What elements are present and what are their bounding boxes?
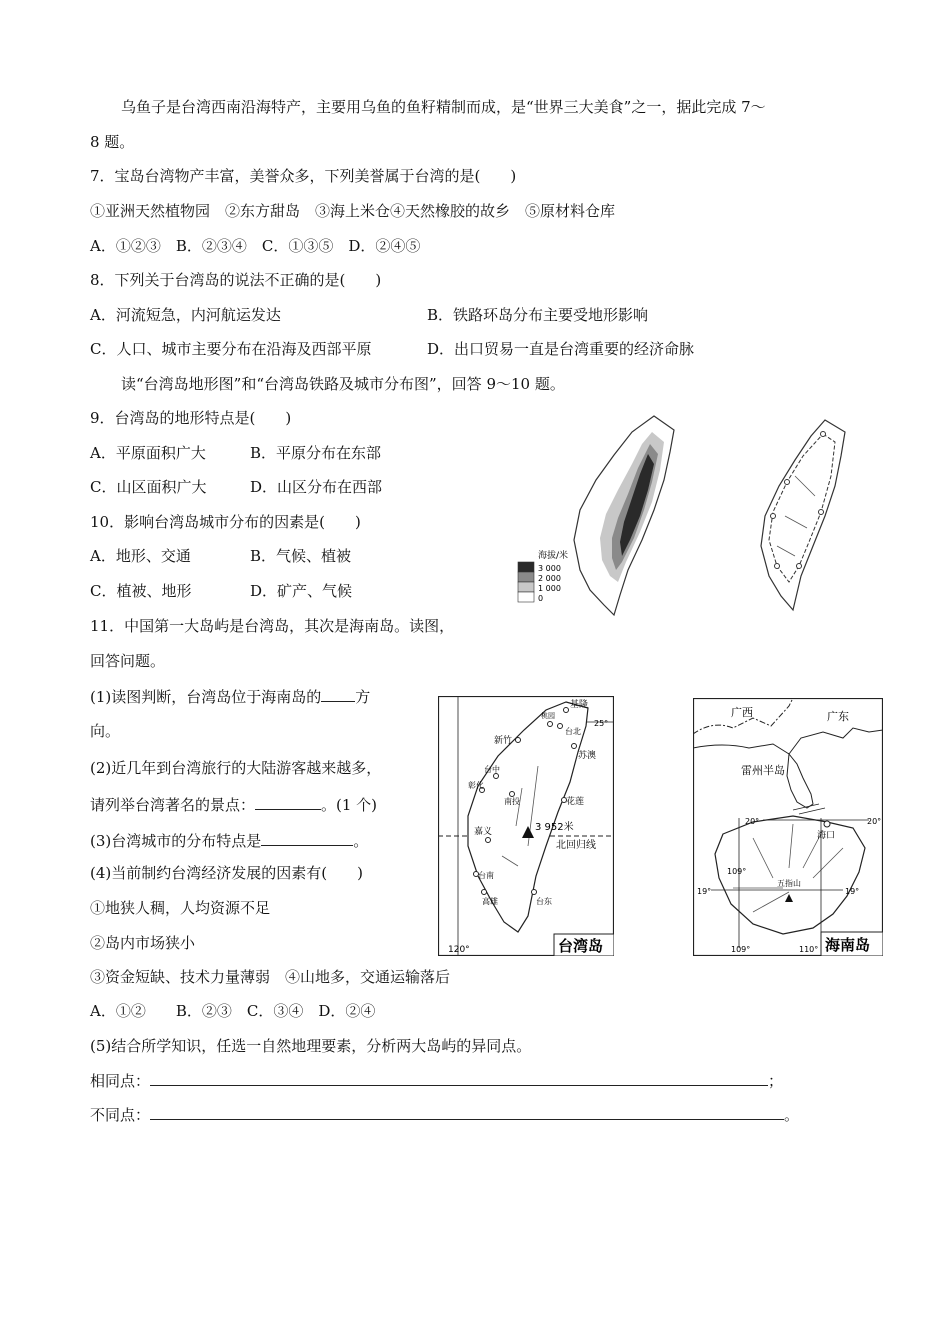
- q11-part2-cont: 请列举台湾著名的景点： 。(1 个): [90, 796, 378, 814]
- legend-1000-swatch: [518, 582, 534, 592]
- scenic-spot-blank[interactable]: [255, 794, 321, 810]
- q8-option-d: D．出口贸易一直是台湾重要的经济命脉: [427, 340, 695, 358]
- q8-option-a: A．河流短急，内河航运发达: [90, 306, 281, 324]
- q11-part5: (5)结合所学知识，任选一自然地理要素，分析两大岛屿的异同点。: [90, 1037, 532, 1055]
- q10-option-b: B．气候、植被: [250, 547, 352, 565]
- city-hsinchu: 新竹: [494, 736, 513, 746]
- city-taichung: 台中: [484, 765, 500, 774]
- intro-passage-cont: 8 题。: [90, 133, 135, 151]
- difference-line: 不同点： 。: [90, 1106, 800, 1124]
- lat-25-label: 25°: [594, 719, 609, 728]
- legend-level-1000: 1 000: [538, 584, 561, 593]
- city-distribution-blank[interactable]: [261, 830, 353, 846]
- city-keelung: 基隆: [570, 700, 589, 710]
- q10-stem: 10．影响台湾岛城市分布的因素是( ): [90, 513, 361, 531]
- legend-title: 海拔/米: [538, 551, 569, 561]
- city-marker: [797, 564, 802, 569]
- similarity-blank[interactable]: [150, 1070, 768, 1086]
- guangdong-label: 广东: [827, 710, 849, 723]
- q7-items: ①亚洲天然植物园 ②东方甜岛 ③海上米仓④天然橡胶的故乡 ⑤原材料仓库: [90, 202, 616, 220]
- city-hualien: 花莲: [566, 797, 585, 807]
- q8-option-b: B．铁路环岛分布主要受地形影响: [427, 306, 649, 324]
- taiwan-terrain-map: [514, 410, 690, 620]
- taiwan-map-title: 台湾岛: [558, 937, 604, 955]
- legend-level-2000: 2 000: [538, 574, 561, 583]
- leizhou-label: 雷州半岛: [741, 764, 785, 777]
- city-marker: [771, 514, 776, 519]
- intro-passage: 乌鱼子是台湾西南沿海特产，主要用乌鱼的鱼籽精制而成，是“世界三大美食”之一，据此完成 7～: [121, 98, 766, 116]
- haikou-label: 海口: [817, 831, 836, 841]
- city-taitung: 台东: [536, 897, 552, 906]
- lon-120-label: 120°: [448, 945, 470, 955]
- q8-option-c: C．人口、城市主要分布在沿海及西部平原: [90, 340, 372, 358]
- similarity-line: 相同点： ；: [90, 1072, 784, 1090]
- q9-option-b: B．平原分布在东部: [250, 444, 382, 462]
- taiwan-railway-map: [755, 416, 855, 616]
- city-marker: [775, 564, 780, 569]
- difference-blank[interactable]: [150, 1104, 784, 1120]
- city-kaohsiung: 高雄: [482, 897, 498, 906]
- city-chiayi: 嘉义: [474, 827, 493, 837]
- legend-3000-swatch: [518, 562, 534, 572]
- q11-part1-cont: 向。: [90, 722, 121, 740]
- q9-option-c: C．山区面积广大: [90, 478, 207, 496]
- guangxi-label: 广西: [731, 706, 753, 719]
- q11-stem: 11．中国第一大岛屿是台湾岛，其次是海南岛。读图，: [90, 617, 455, 635]
- q11-part1: (1)读图判断，台湾岛位于海南岛的 方: [90, 688, 371, 706]
- city-tainan: 台南: [478, 871, 494, 880]
- q10-option-a: A．地形、交通: [90, 547, 191, 565]
- lat-20-right: 20°: [867, 817, 882, 826]
- q9-stem: 9．台湾岛的地形特点是( ): [90, 409, 292, 427]
- q10-option-d: D．矿产、气候: [250, 582, 353, 600]
- q10-option-c: C．植被、地形: [90, 582, 192, 600]
- intro-9-10: 读“台湾岛地形图”和“台湾岛铁路及城市分布图”，回答 9～10 题。: [121, 375, 565, 393]
- q11-item-1: ①地狭人稠，人均资源不足: [90, 899, 271, 917]
- taiwan-city-map: [438, 696, 614, 956]
- direction-blank[interactable]: [321, 686, 355, 702]
- q11-options: A．①② B．②③ C．③④ D．②④: [90, 1002, 376, 1020]
- lon-109-bottom: 109°: [731, 945, 751, 954]
- hainan-map: [693, 698, 883, 956]
- q11-part2: (2)近几年到台湾旅行的大陆游客越来越多，: [90, 759, 382, 777]
- q11-stem-cont: 回答问题。: [90, 652, 166, 670]
- q7-stem: 7．宝岛台湾物产丰富，美誉众多，下列美誉属于台湾的是( ): [90, 167, 517, 185]
- hainan-map-title: 海南岛: [825, 936, 871, 954]
- city-marker: [821, 432, 826, 437]
- city-marker: [785, 480, 790, 485]
- city-changhua: 彰化: [468, 781, 484, 790]
- lat-20-left: 20°: [745, 817, 760, 826]
- q11-part4: (4)当前制约台湾经济发展的因素有( ): [90, 864, 363, 882]
- q11-item-3-4: ③资金短缺、技术力量薄弱 ④山地多，交通运输落后: [90, 968, 451, 986]
- q9-option-a: A．平原面积广大: [90, 444, 206, 462]
- tropic-label: 北回归线: [556, 840, 596, 851]
- q11-part3: (3)台湾城市的分布特点是 。: [90, 832, 369, 850]
- city-nantou: 南投: [504, 797, 520, 806]
- lat-19-left: 19°: [697, 887, 712, 896]
- city-taoyuan: 桃园: [541, 712, 555, 720]
- lon-109-top: 109°: [727, 867, 747, 876]
- legend-level-0: 0: [538, 594, 544, 603]
- legend-level-3000: 3 000: [538, 564, 561, 573]
- lat-19-right: 19°: [845, 887, 860, 896]
- lon-110-bottom: 110°: [799, 945, 819, 954]
- legend-0-swatch: [518, 592, 534, 602]
- q9-option-d: D．山区分布在西部: [250, 478, 383, 496]
- haikou-marker: [824, 821, 830, 827]
- wuzhi-label: 五指山: [777, 879, 801, 888]
- city-suao: 苏澳: [578, 751, 597, 761]
- q7-options: A．①②③ B．②③④ C．①③⑤ D．②④⑤: [90, 237, 421, 255]
- q11-item-2: ②岛内市场狭小: [90, 934, 196, 952]
- legend-2000-swatch: [518, 572, 534, 582]
- city-taipei: 台北: [565, 727, 581, 736]
- peak-label: 3 952米: [535, 822, 574, 833]
- city-marker: [819, 510, 824, 515]
- q8-stem: 8．下列关于台湾岛的说法不正确的是( ): [90, 271, 382, 289]
